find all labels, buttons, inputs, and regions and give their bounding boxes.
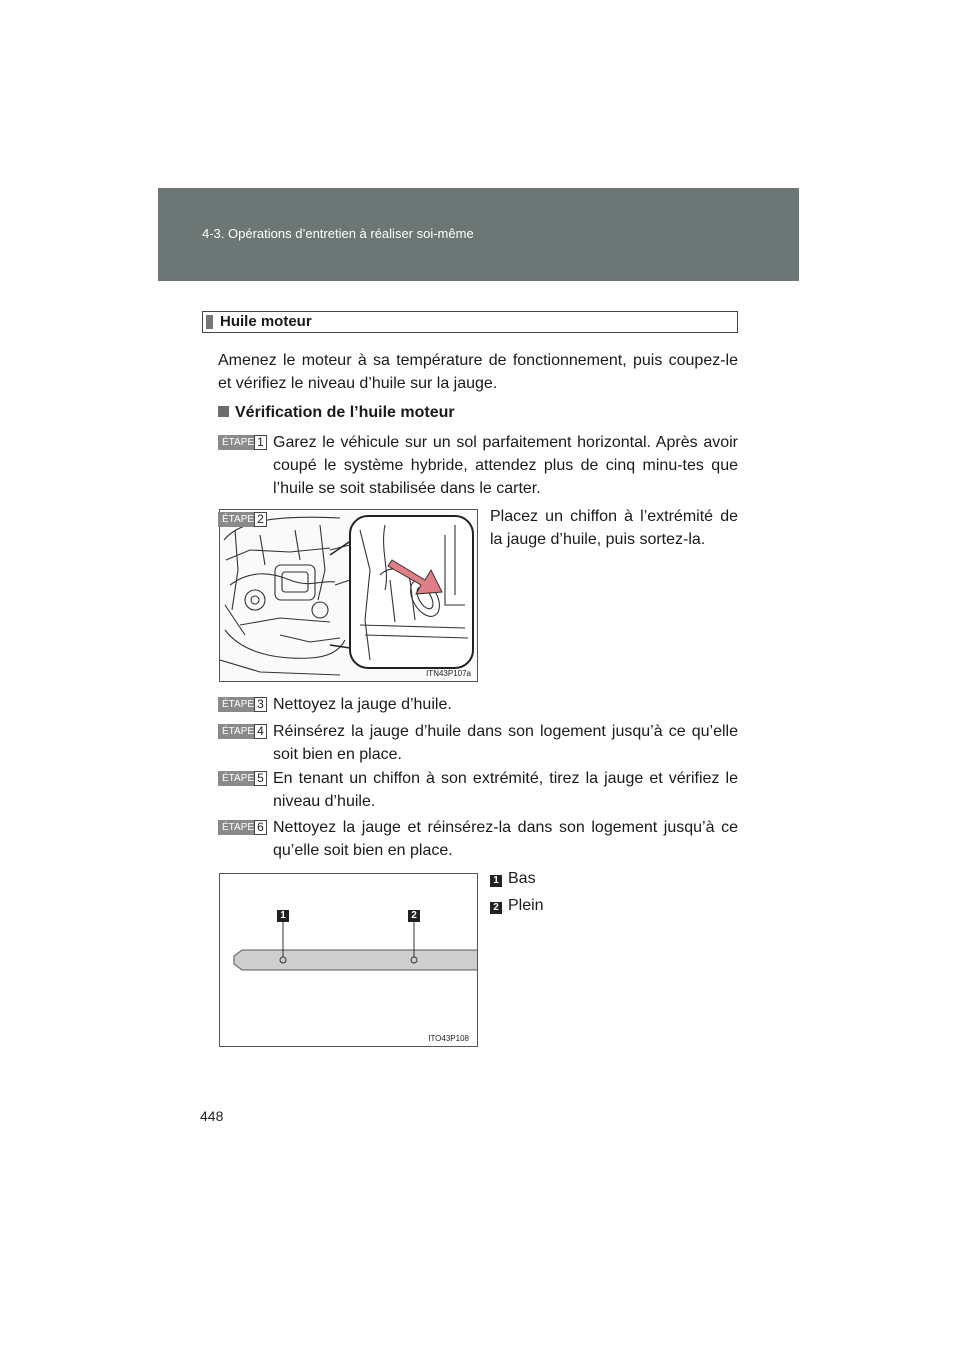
step-number: 2 xyxy=(254,512,267,527)
step-text-2: Placez un chiffon à l’extrémité de la jauge d’huile, puis sortez-la. xyxy=(490,508,738,548)
step-text-3: Nettoyez la jauge d’huile. xyxy=(273,696,452,713)
step-label: ÉTAPE xyxy=(218,697,254,712)
dipstick-level-figure xyxy=(219,873,478,1047)
legend-badge: 1 xyxy=(490,875,502,887)
legend-item-full xyxy=(490,897,544,915)
step-label: ÉTAPE xyxy=(218,435,254,450)
section-marker xyxy=(206,315,213,329)
legend-label: Plein xyxy=(508,897,544,914)
step-badge-1 xyxy=(218,435,267,450)
engine-dipstick-figure xyxy=(219,509,478,682)
subsection-title xyxy=(218,404,455,422)
step-badge-2 xyxy=(218,512,267,527)
step-label: ÉTAPE xyxy=(218,724,254,739)
step-badge-3 xyxy=(218,697,267,712)
step-label: ÉTAPE xyxy=(218,771,254,786)
step-badge-6 xyxy=(218,820,267,835)
step-badge-5 xyxy=(218,771,267,786)
step-text-1: Garez le véhicule sur un sol parfaitement horizontal. Après avoir coupé le système hybride, attendez plus de cinq minu-tes que l’huile se soit stabilisée dans le carter. xyxy=(273,434,738,497)
breadcrumb: 4-3. Opérations d’entretien à réaliser soi-même xyxy=(202,226,474,241)
legend-item-low xyxy=(490,870,536,888)
step-number: 3 xyxy=(254,697,267,712)
callout-low: 1 xyxy=(277,910,289,922)
step-number: 4 xyxy=(254,724,267,739)
figure-code: ITO43P108 xyxy=(428,1034,469,1043)
step-badge-4 xyxy=(218,724,267,739)
step-text-5: En tenant un chiffon à son extrémité, tirez la jauge et vérifiez le niveau d’huile. xyxy=(273,770,738,810)
engine-illustration xyxy=(220,510,478,682)
legend-label: Bas xyxy=(508,870,536,887)
section-header xyxy=(202,311,738,333)
figure-code: ITN43P107a xyxy=(426,669,471,678)
page-number: 448 xyxy=(200,1108,224,1124)
step-text-6: Nettoyez la jauge et réinsérez-la dans son logement jusqu’à ce qu’elle soit bien en place. xyxy=(273,819,738,859)
step-text-4: Réinsérez la jauge d’huile dans son logement jusqu’à ce qu’elle soit bien en place. xyxy=(273,723,738,763)
legend-badge: 2 xyxy=(490,902,502,914)
callout-full: 2 xyxy=(408,910,420,922)
dipstick-illustration xyxy=(220,874,478,1047)
section-title: Huile moteur xyxy=(220,313,312,330)
intro-paragraph: Amenez le moteur à sa température de fonctionnement, puis coupez-le et vérifiez le niveau d’huile sur la jauge. xyxy=(218,352,738,392)
step-label: ÉTAPE xyxy=(218,820,254,835)
step-number: 1 xyxy=(254,435,267,450)
step-number: 6 xyxy=(254,820,267,835)
step-label: ÉTAPE xyxy=(218,512,254,527)
square-bullet-icon xyxy=(218,406,229,417)
subsection-title-text: Vérification de l’huile moteur xyxy=(235,404,455,421)
step-number: 5 xyxy=(254,771,267,786)
